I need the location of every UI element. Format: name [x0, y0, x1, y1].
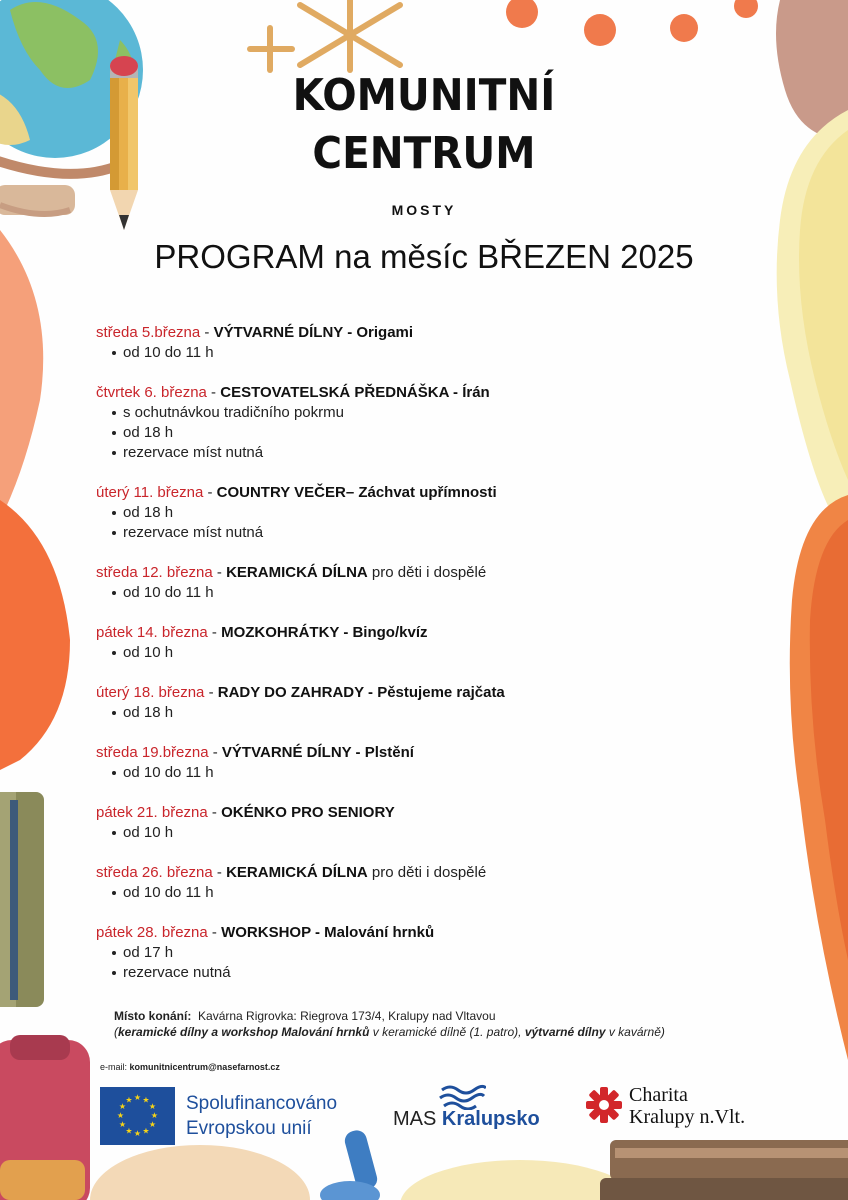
dots-decoration	[506, 0, 758, 46]
event-title: MOZKOHRÁTKY - Bingo/kvíz	[221, 624, 428, 641]
event-item	[96, 483, 736, 543]
event-heading: úterý 18. března - RADY DO ZAHRADY - Pěstujeme rajčata	[96, 684, 505, 701]
event-detail: rezervace nutná	[112, 963, 736, 983]
event-heading: středa 19.března - VÝTVARNÉ DÍLNY - Plstění	[96, 744, 414, 761]
event-item	[96, 923, 736, 983]
event-heading: středa 5.března - VÝTVARNÉ DÍLNY - Origami	[96, 324, 414, 341]
event-date: pátek 21. března	[96, 804, 208, 821]
charita-cross-icon	[584, 1085, 624, 1125]
event-heading: pátek 21. března - OKÉNKO PRO SENIORY	[96, 804, 395, 821]
svg-text:★: ★	[133, 1129, 142, 1138]
event-date: čtvrtek 6. března	[96, 384, 207, 401]
blob-decoration	[0, 500, 70, 770]
event-heading: středa 12. března - KERAMICKÁ DÍLNA pro děti i dospělé	[96, 564, 487, 581]
contact-email	[100, 1062, 280, 1072]
event-detail: od 10 h	[112, 823, 736, 843]
event-detail: od 10 do 11 h	[112, 883, 736, 903]
event-item	[96, 803, 736, 843]
notebook-icon	[0, 792, 44, 1007]
event-date: středa 5.března	[96, 324, 201, 341]
event-detail: rezervace míst nutná	[112, 443, 736, 463]
svg-text:★: ★	[125, 1095, 133, 1105]
event-detail: rezervace míst nutná	[112, 523, 736, 543]
page-subtitle: MOSTY	[391, 202, 457, 218]
mas-kralupsko-logo-text: MAS Kralupsko	[393, 1108, 540, 1130]
event-heading: pátek 28. března - WORKSHOP - Malování hrnků	[96, 924, 435, 941]
svg-text:★: ★	[150, 1111, 159, 1120]
backpack-icon	[0, 1035, 90, 1200]
event-item	[96, 743, 736, 783]
svg-text:★: ★	[118, 1102, 127, 1111]
event-detail: od 10 do 11 h	[112, 583, 736, 603]
event-title: WORKSHOP - Malování hrnků	[221, 924, 435, 941]
event-details	[96, 643, 736, 663]
event-heading: pátek 14. března - MOZKOHRÁTKY - Bingo/kvíz	[96, 624, 428, 641]
event-date: pátek 28. března	[96, 924, 208, 941]
event-title: COUNTRY VEČER– Záchvat upřímnosti	[216, 484, 497, 501]
event-detail: od 10 do 11 h	[112, 763, 736, 783]
event-details	[96, 943, 736, 983]
svg-text:★: ★	[116, 1111, 125, 1120]
svg-text:★: ★	[118, 1120, 127, 1129]
event-date: úterý 11. března	[96, 484, 204, 501]
event-details	[96, 823, 736, 843]
event-title: KERAMICKÁ DÍLNA	[226, 864, 368, 881]
svg-text:★: ★	[142, 1126, 150, 1136]
event-title: RADY DO ZAHRADY - Pěstujeme rajčata	[217, 684, 505, 701]
blob-decoration	[90, 1145, 310, 1200]
event-detail: od 18 h	[112, 423, 736, 443]
event-heading: úterý 11. března - COUNTRY VEČER– Záchvat upřímnosti	[96, 484, 497, 501]
event-details	[96, 583, 736, 603]
event-details	[96, 503, 736, 543]
email-label: e-mail:	[100, 1062, 128, 1072]
books-icon	[600, 1140, 848, 1200]
eu-cofunding-logo-text: Spolufinancováno Evropskou unií	[186, 1093, 338, 1139]
event-date: středa 12. března	[96, 564, 213, 581]
venue-note: (keramické dílny a workshop Malování hrnků v keramické dílně (1. patro), výtvarné dílny v kavárně)	[114, 1025, 665, 1039]
event-details	[96, 343, 736, 363]
event-detail: s ochutnávkou tradičního pokrmu	[112, 403, 736, 423]
program-title: PROGRAM na měsíc BŘEZEN 2025	[154, 238, 694, 275]
event-detail: od 18 h	[112, 703, 736, 723]
event-date: úterý 18. března	[96, 684, 205, 701]
event-item	[96, 623, 736, 663]
event-detail: od 10 do 11 h	[112, 343, 736, 363]
event-title: VÝTVARNÉ DÍLNY - Origami	[213, 324, 414, 341]
event-details	[96, 763, 736, 783]
email-address[interactable]: komunitnicentrum@nasefarnost.cz	[129, 1062, 280, 1072]
venue-info	[114, 1008, 754, 1040]
event-date: středa 19.března	[96, 744, 209, 761]
svg-text:★: ★	[148, 1102, 157, 1111]
venue-address-line	[114, 1008, 754, 1024]
mas-waves-icon	[438, 1082, 486, 1110]
event-date: pátek 14. března	[96, 624, 208, 641]
event-details	[96, 883, 736, 903]
event-details	[96, 403, 736, 463]
event-detail: od 10 h	[112, 643, 736, 663]
event-heading: čtvrtek 6. března - CESTOVATELSKÁ PŘEDNÁŠKA - Írán	[96, 384, 490, 401]
event-detail: od 17 h	[112, 943, 736, 963]
event-item	[96, 563, 736, 603]
event-details	[96, 703, 736, 723]
event-item	[96, 683, 736, 723]
sparkle-icon	[250, 0, 400, 70]
page-title-line2: CENTRUM	[312, 128, 536, 179]
event-item	[96, 383, 736, 463]
event-item	[96, 323, 736, 363]
event-title: KERAMICKÁ DÍLNA	[226, 564, 368, 581]
page-title-line1: KOMUNITNÍ	[292, 70, 556, 121]
event-title: VÝTVARNÉ DÍLNY - Plstění	[221, 744, 414, 761]
charita-logo-text: Charita Kralupy n.Vlt.	[629, 1084, 746, 1128]
venue-label: Místo konání:	[114, 1009, 192, 1023]
event-item	[96, 863, 736, 903]
svg-text:★: ★	[125, 1126, 133, 1136]
svg-text:★: ★	[133, 1093, 142, 1102]
svg-text:★: ★	[148, 1120, 157, 1129]
eu-flag-icon	[100, 1087, 175, 1145]
svg-text:★: ★	[142, 1095, 150, 1105]
event-title: CESTOVATELSKÁ PŘEDNÁŠKA - Írán	[220, 384, 490, 401]
event-date: středa 26. března	[96, 864, 213, 881]
event-title: OKÉNKO PRO SENIORY	[221, 804, 395, 821]
event-detail: od 18 h	[112, 503, 736, 523]
eu-stars-icon	[100, 1087, 175, 1145]
event-heading: středa 26. března - KERAMICKÁ DÍLNA pro děti i dospělé	[96, 864, 487, 881]
venue-address: Kavárna Rigrovka: Riegrova 173/4, Kralupy nad Vltavou	[198, 1009, 496, 1023]
